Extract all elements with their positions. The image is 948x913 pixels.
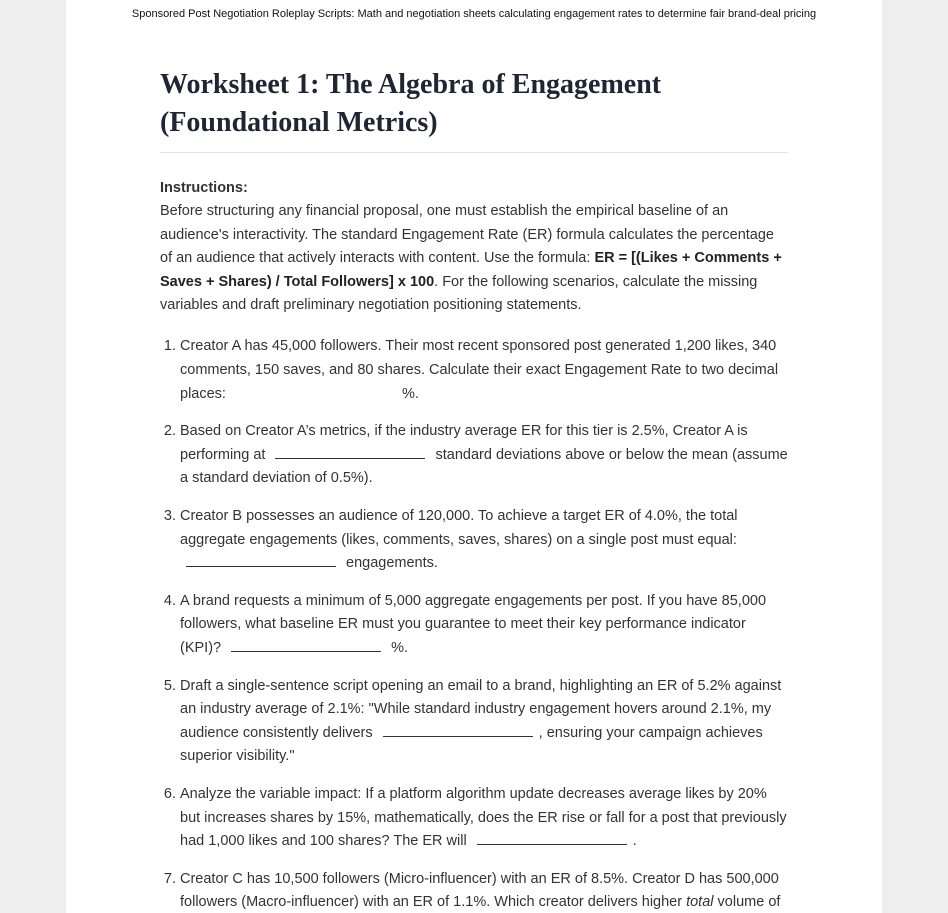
er-formula: ER = [(Likes + Comments + Saves + Shares) / Total Followers] x 100 (160, 250, 782, 290)
instructions-block (160, 177, 788, 317)
worksheet-content (160, 66, 788, 913)
answer-blank-2[interactable] (275, 446, 425, 459)
answer-blank-6[interactable] (477, 832, 627, 845)
question-1-text: Creator A has 45,000 followers. Their most recent sponsored post generated 1,200 likes, 340 comments, 150 saves, and 80 shares. Calculate their exact Engagement Rate to two decimal places: (180, 338, 779, 402)
question-list (160, 335, 788, 913)
answer-blank-1[interactable] (236, 386, 396, 398)
running-header: Sponsored Post Negotiation Roleplay Scripts: Math and negotiation sheets calculating engagement rates to determine fair brand-deal pricing (131, 8, 817, 20)
question-2 (180, 420, 788, 491)
worksheet-title: Worksheet 1: The Algebra of Engagement (Foundational Metrics) (160, 66, 788, 153)
question-3-text: Creator B possesses an audience of 120,000. To achieve a target ER of 4.0%, the total aggregate engagements (likes, comments, saves, shares) on a single post must equal: (180, 508, 738, 548)
question-6 (180, 783, 788, 854)
question-4-suffix: %. (391, 639, 409, 656)
answer-blank-4[interactable] (231, 639, 381, 652)
question-2-text: Based on Creator A’s metrics, if the industry average ER for this tier is 2.5%, Creator A is performing at (180, 423, 748, 463)
question-2-suffix: standard deviations above or below the mean (assume a standard deviation of 0.5%). (180, 446, 788, 487)
question-5-suffix: , ensuring your campaign achieves superior visibility." (180, 724, 763, 765)
question-4 (180, 590, 788, 661)
question-3 (180, 505, 788, 576)
question-1-suffix: %. (401, 385, 419, 402)
question-3-suffix: engagements. (346, 555, 438, 572)
question-7-suffix: volume of (713, 894, 781, 911)
instructions-text-intro: Before structuring any financial proposal, one must establish the empirical baseline of an audience's interactivity. The standard Engagement Rate (ER) formula calculates the percentage of an audience that actively interacts with content. Use the formula: (160, 203, 774, 267)
instructions-text-outro: . For the following scenarios, calculate the missing variables and draft preliminary negotiation positioning statements. (160, 273, 758, 314)
question-1 (180, 335, 788, 406)
question-6-text: Analyze the variable impact: If a platform algorithm update decreases average likes by 20% but increases shares by 15%, mathematically, does the ER rise or fall for a post that previously had 1,000 likes and 100 shares? The ER will (180, 785, 787, 850)
question-7 (180, 868, 788, 913)
answer-blank-5[interactable] (383, 724, 533, 737)
instructions-label: Instructions: (160, 180, 248, 196)
answer-blank-3[interactable] (186, 554, 336, 567)
question-7-emphasis: total (686, 894, 714, 911)
question-5-text: Draft a single-sentence script opening an email to a brand, highlighting an ER of 5.2% against an industry average of 2.1%: "While standard industry engagement hovers around 2.1%, my audience consistently delivers (180, 677, 782, 741)
question-6-suffix: . (632, 833, 637, 850)
question-5 (180, 675, 788, 769)
worksheet-page (66, 0, 882, 913)
question-4-text: A brand requests a minimum of 5,000 aggregate engagements per post. If you have 85,000 followers, what baseline ER must you guarantee to meet their key performance indicator (KPI)? (180, 592, 767, 656)
question-7-text: Creator C has 10,500 followers (Micro-influencer) with an ER of 8.5%. Creator D has 500,000 followers (Macro-influencer) with an ER of 1.1%. Which creator delivers higher (180, 870, 779, 911)
